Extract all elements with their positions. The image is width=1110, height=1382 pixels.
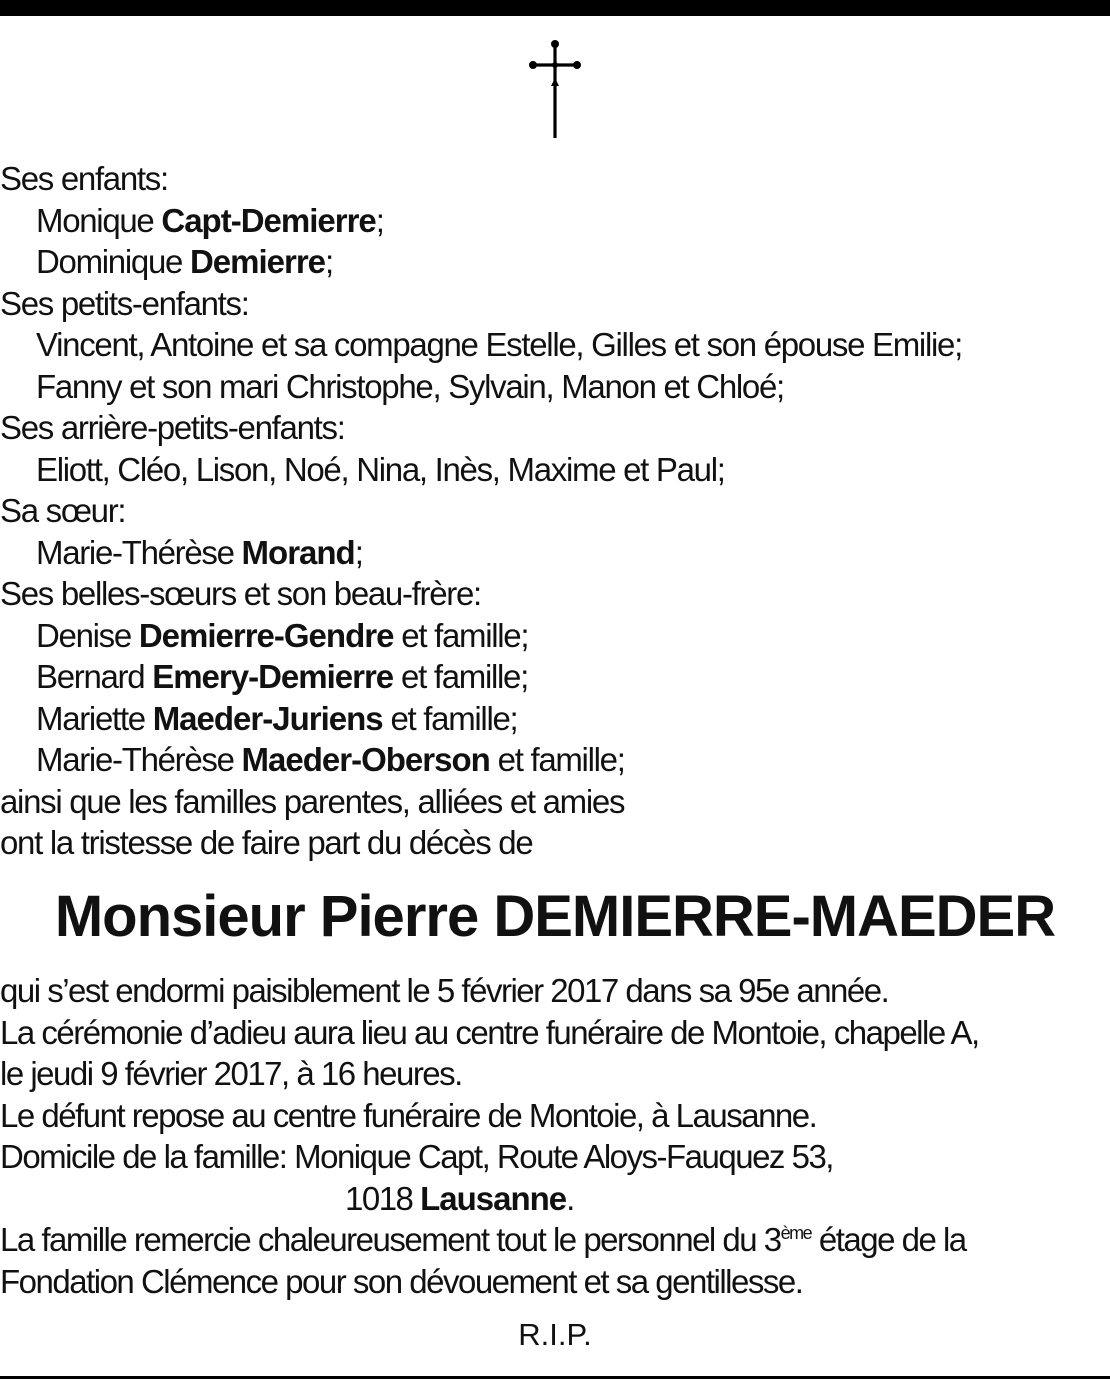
closing-line: ainsi que les familles parentes, alliées et amies (0, 782, 625, 820)
details-line: La cérémonie d’adieu aura lieu au centre funéraire de Montoie, chapelle A, (0, 1013, 979, 1051)
first-name: Bernard (36, 658, 145, 695)
line-end: et famille; (401, 658, 528, 695)
arriere-petits-enfants-heading: Ses arrière-petits-enfants: (0, 409, 345, 446)
petits-enfants-line: Fanny et son mari Christophe, Sylvain, Manon et Chloé; (36, 367, 784, 405)
line-end: et famille; (401, 616, 529, 654)
surname: Demierre (189, 243, 326, 280)
first-name: Marie-Thérèse (36, 741, 234, 778)
petits-enfants-heading: Ses petits-enfants: (0, 284, 249, 322)
soeur-line (0, 532, 1110, 574)
belle-soeur-line (0, 615, 1110, 657)
rip-text: R.I.P. (518, 1317, 592, 1352)
first-name: Mariette (36, 699, 145, 737)
thanks-text: étage de la (811, 1221, 966, 1258)
details-line: le jeudi 9 février 2017, à 16 heures. (0, 1055, 462, 1092)
surname: Maeder-Oberson (241, 741, 490, 778)
belles-soeurs-heading: Ses belles-sœurs et son beau-frère: (0, 575, 481, 612)
line-end: et famille; (497, 741, 625, 778)
soeur-heading: Sa sœur: (0, 492, 126, 529)
deceased-name: Monsieur Pierre DEMIERRE-MAEDER (54, 884, 1056, 949)
ordinal-suffix: ème (780, 1223, 812, 1243)
first-name: Denise (36, 616, 131, 654)
line-end: ; (354, 533, 363, 571)
belle-soeur-line (0, 698, 1110, 740)
surname: Demierre-Gendre (138, 616, 394, 654)
enfant-line (0, 200, 1110, 242)
details-line: qui s’est endormi paisiblement le 5 février 2017 dans sa 95e année. (0, 972, 889, 1009)
domicile-line: Domicile de la famille: Monique Capt, Route Aloys-Fauquez 53, (0, 1138, 833, 1175)
closing-line: ont la tristesse de faire part du décès de (0, 824, 533, 861)
top-rule (0, 0, 1110, 16)
postcode: 1018 (345, 1179, 413, 1217)
surname: Maeder-Juriens (152, 699, 383, 737)
line-end: ; (325, 243, 333, 280)
thanks-line: Fondation Clémence pour son dévouement et sa gentillesse. (0, 1262, 803, 1300)
details-line: Le défunt repose au centre funéraire de Montoie, à Lausanne. (0, 1096, 817, 1134)
latin-cross-icon (527, 38, 583, 142)
thanks-line (0, 1219, 1110, 1261)
enfants-heading: Ses enfants: (0, 160, 168, 197)
bottom-rule (0, 1376, 1110, 1379)
domicile-city-line (0, 1178, 1110, 1220)
family-announcement (0, 158, 1110, 864)
surname: Capt-Demierre (161, 201, 376, 239)
funeral-details (0, 970, 1110, 1302)
first-name: Monique (36, 201, 154, 239)
first-name: Marie-Thérèse (36, 533, 234, 571)
surname: Emery-Demierre (152, 658, 394, 695)
belle-soeur-line (0, 739, 1110, 781)
surname: Morand (241, 533, 355, 571)
city: Lausanne (420, 1179, 567, 1217)
line-end: ; (375, 201, 384, 239)
arriere-petits-enfants-line: Eliott, Cléo, Lison, Noé, Nina, Inès, Maxime et Paul; (36, 450, 725, 488)
first-name: Dominique (36, 243, 183, 280)
belle-soeur-line (0, 656, 1110, 698)
thanks-text: La famille remercie chaleureusement tout le personnel du 3 (0, 1221, 781, 1258)
line-end: . (566, 1179, 574, 1217)
petits-enfants-line: Vincent, Antoine et sa compagne Estelle, Gilles et son épouse Emilie; (36, 326, 962, 363)
enfant-line (0, 241, 1110, 283)
line-end: et famille; (390, 699, 518, 737)
